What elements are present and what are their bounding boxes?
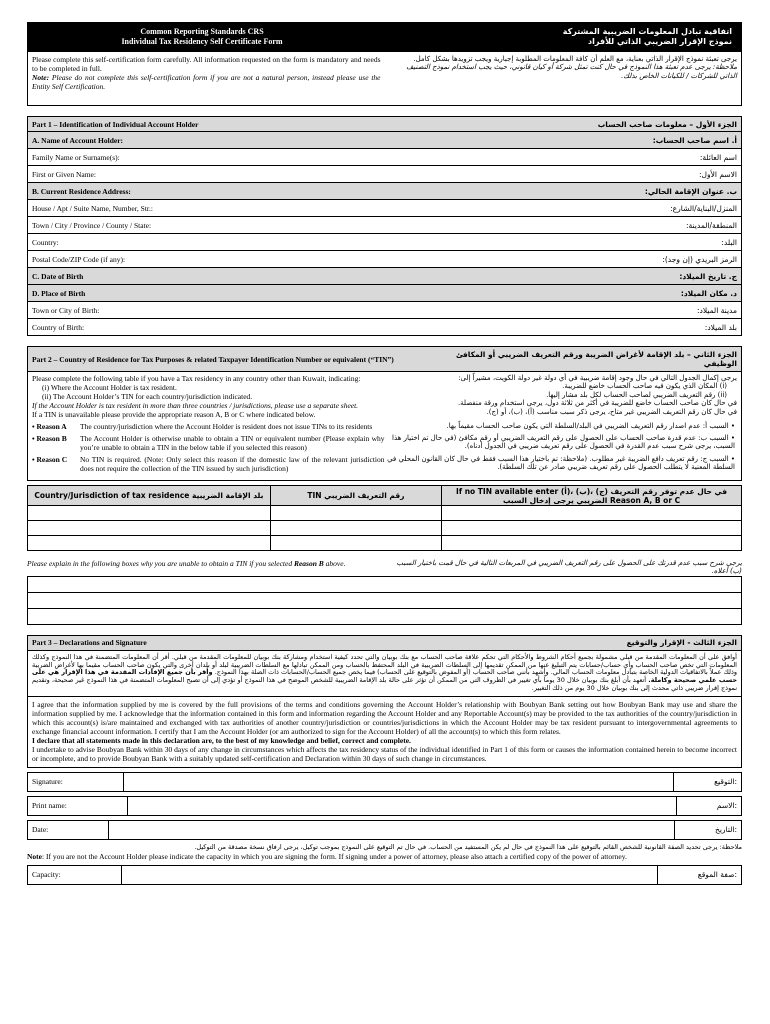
part1-field-row[interactable] (27, 217, 742, 234)
tin-reason-cell[interactable] (442, 536, 742, 551)
field-label-en: C. Date of Birth (32, 271, 84, 281)
field-label-ar: ب. عنوان الإقامة الحالي: (644, 186, 737, 196)
tin-reason-cell[interactable] (442, 506, 742, 521)
field-label-ar: البلد: (721, 237, 737, 247)
tin-col-country: Country/Jurisdiction of tax residence بلد الإقامة الضريبية (28, 486, 271, 506)
tin-country-cell[interactable] (28, 506, 271, 521)
crs-form (27, 22, 742, 885)
part2-instr-ar-2: في حال كان صاحب الحساب خاضع للضريبة في أكثر من ثلاثة دول، يرجى استخدام ورقة منفصلة. (457, 399, 737, 408)
part2-title-en: Part 2 – Country of Residence for Tax Purposes & related Taxpayer Identification Number or equivalent (“TIN”) (32, 354, 394, 364)
title-ar (563, 27, 732, 46)
signature-field[interactable] (123, 773, 674, 791)
title-ar-line-1: اتفاقية تبادل المعلومات الضريبية المشتركة (562, 27, 732, 37)
part2-instructions (27, 372, 742, 481)
form-header (27, 22, 742, 52)
explain-row (28, 576, 742, 592)
print-name-label-ar: الاسم: (716, 801, 737, 811)
declaration-ar-text: أوافق على أن المعلومات المقدمة من قبلي مشمولة بجميع أحكام الشروط والأحكام التي تحكم علاقة صاحب الحساب مع بنك بوبيان والتي تحدد كيفية استخدام ومشاركة بنك بوبيان للمعلومات المقدمة من قبلي. أقر أن المعلومات المتضمنة في هذا النموذج وكذلك المعلومات التي تخص صاحب الحساب وأي حساب/حسابات يتم التبليغ عنها من الممكن تقديمها إلى السلطات الضريبية في البلد المحتفظ بالحساب ومن الممكن تبادلها مع السلطات الضريبية لبلد أو بلدان أخرى والتي يكون صاحب الحساب مقيما بها لأغراض الضريبة وذلك عملاً بالاتفاقيات الدولية الخاصة بتبادل معلومات الحساب المالي. وأشهد بأنني صاحب الحساب (أو المفوض بالتوقيع على الحساب) فيما يخص جميع الحساب/الحسابات ذات الصلة بهذا النموذج. (32, 652, 737, 677)
reason-item (32, 455, 737, 473)
part2-instr-en-2: If the Account Holder is tax resident in more than three countries / jurisdictions, please use a separate sheet. (32, 401, 359, 410)
field-label-en: Country of Birth: (32, 322, 85, 332)
explain-row (28, 592, 742, 608)
field-label-ar: اسم العائلة: (699, 152, 737, 162)
tin-number-cell[interactable] (270, 536, 441, 551)
print-name-label-en: Print name: (32, 801, 67, 811)
capacity-field[interactable] (121, 866, 658, 884)
explain-row (28, 608, 742, 624)
capacity-label-en: Capacity: (32, 870, 61, 880)
reason-text-ar: • السبب أ: عدم اصدار رقم التعريف الضريبي في البلد/السلطة التي يكون صاحب الحساب مقيماً بها. (446, 422, 735, 430)
note-text-ar: ملاحظة: يرجى عدم تعبئة هذا النموذج في حال كنت تمثل شركة أو كيان قانوني، حيث يجب استخدام نموذج التصنيف الذاتي للشركات / للكيانات الخاص بذلك. (406, 63, 737, 80)
explain-text-en: Please explain in the following boxes why you are unable to obtain a TIN if you selected (27, 559, 294, 568)
note-text-en: Please do not complete this self-certification form if you are not a natural person, instead please use the Entity Self Certification. (32, 73, 381, 91)
explain-text-ar: يرجى شرح سبب عدم قدرتك على الحصول على رقم التعريف الضريبي في المربعات التالية في حال قمت باختيار السبب (ب) أعلاه. (396, 559, 742, 576)
capacity-row (27, 865, 742, 885)
intro-box (27, 52, 742, 106)
reason-text-en: The Account Holder is otherwise unable to obtain a TIN or equivalent number (Please explain why you’re unable to obtain a TIN in the below table if you selected this reason) (80, 434, 385, 452)
declaration-en-text-2: I undertake to advise Boubyan Bank within 30 days of any change in circumstances which affects the tax residency status of the individual identified in Part 1 of this form or causes the information contained herein to become incorrect or incomplete, and to provide Boubyan Bank with a suitably updated self-certification and Declaration within 30 days of such change in circumstances. (32, 744, 737, 763)
part1-field-row[interactable] (27, 251, 742, 268)
field-label-ar: أ. اسم صاحب الحساب: (652, 135, 737, 145)
field-label-ar: الرمز البريدي (إن وجد): (662, 254, 737, 264)
field-label-en: First or Given Name: (32, 169, 96, 179)
field-label-en: Family Name or Surname(s): (32, 152, 120, 162)
reason-label: • Reason C (32, 455, 68, 464)
part1-title (27, 116, 742, 132)
declaration-en-bold: I declare that all statements made in this declaration are, to the best of my knowledge and belief, correct and complete. (32, 735, 411, 745)
explain-header (27, 559, 742, 576)
part3-title-en: Part 3 – Declarations and Signature (32, 638, 147, 648)
signature-label-en: Signature: (32, 777, 63, 787)
field-label-ar: بلد الميلاد: (704, 322, 737, 332)
field-label-ar: الاسم الأول: (699, 169, 737, 179)
capacity-note-label: Note (27, 851, 42, 861)
intro-ar (385, 52, 742, 105)
tin-number-cell[interactable] (270, 506, 441, 521)
explain-cell[interactable] (28, 608, 742, 624)
part1-section-header (27, 183, 742, 200)
part1-field-row[interactable] (27, 234, 742, 251)
signature-row (27, 772, 742, 792)
part2-instr-en: Please complete the following table if you have a Tax residency in any country other than Kuwait, indicating: (32, 374, 361, 383)
field-label-en: Postal Code/ZIP Code (if any): (32, 254, 126, 264)
part2-instr-ar: يرجى إكمال الجدول التالي في حال وجود إقامة ضريبية في أي دولة غير دولة الكويت، مشيراً إلى: (458, 374, 737, 382)
reason-label: • Reason B (32, 434, 67, 443)
part2-title-ar: الجزء الثاني – بلد الإقامة لأغراض الضريبة ورقم التعريف الضريبي أو المكافئ الوظيفي (455, 350, 737, 368)
reason-text-ar: • السبب ب: عدم قدرة صاحب الحساب على الحصول على رقم التعريف الضريبي أو رقم مكافئ (في حال تم اختيار هذا السبب، يرجى شرح سبب عدم القدرة في الحصول على رقم تعريف ضريبي في الجدول أدناه). (392, 434, 735, 451)
part1-section-header (27, 268, 742, 285)
field-label-ar: المنطقة/المدينة: (685, 220, 737, 230)
declaration-en (27, 697, 742, 768)
part2-title (27, 346, 742, 372)
declaration-en-text: I agree that the information supplied by me is covered by the full provisions of the terms and conditions governing the Account Holder’s relationship with Boubyan Bank setting out how Boubyan Bank may use and share the information supplied by me. I acknowledge that the information contained in this form and information regarding the Account Holder and any Reportable Account(s) may be provided to the tax authorities of the country/jurisdiction in which this account(s) is/are maintained and exchanged with tax authorities of another country/jurisdiction or countries/jurisdictions in which the Account Holder may be tax resident pursuant to intergovernmental agreements to exchange financial account information. I certify that I am the Account Holder (or am authorized to sign for the Account Holder) of all the account(s) to which this form relates. (32, 699, 737, 736)
reason-text-ar: • السبب ج: رقم تعريف دافع الضريبة غير مطلوب. (ملاحظة: تم باختيار هذا السبب فقط في حال كان القانون المحلي في السلطة المعنية لا يتطلب الحصول على رقم تعريف ضريبي صادر عن تلك السلطة). (387, 455, 735, 472)
title-ar-line-2: نموذج الإقرار الضريبي الذاتي للأفراد (588, 37, 732, 46)
tin-reason-cell[interactable] (442, 521, 742, 536)
capacity-note-text: : If you are not the Account Holder please indicate the capacity in which you are signing the form. If signing under a power of attorney, please also attach a certified copy of the power of attorney. (42, 851, 627, 861)
part1-field-row[interactable] (27, 166, 742, 183)
tin-table-row (28, 521, 742, 536)
title-en-line-1: Common Reporting Standards CRS (140, 27, 264, 37)
part1-title-en: Part 1 – Identification of Individual Account Holder (32, 119, 199, 129)
part1-section-header (27, 285, 742, 302)
reason-label: • Reason A (32, 422, 67, 431)
part1-fields (27, 132, 742, 336)
capacity-note-en (27, 852, 742, 861)
part2-instr-en-3: If a TIN is unavailable please provide the appropriate reason A, B or C where indicated below. (32, 410, 316, 419)
tin-col-tin: TIN رقم التعريف الضريبي (270, 486, 441, 506)
title-en (37, 27, 367, 46)
intro-en (28, 52, 385, 105)
explain-cell[interactable] (28, 576, 742, 592)
field-label-en: Town or City of Birth: (32, 305, 100, 315)
part1-section-header (27, 132, 742, 149)
print-name-row (27, 796, 742, 816)
date-label-en: Date: (32, 825, 49, 835)
declaration-ar-text-2: أتعهد بأن أبلغ بنك بوبيان خلال 30 يوماً بأي تغيير في الظروف التي من الممكن أن تؤثر على حالة بلد الإقامة الضريبية للشخص الموضح في هذا النموذج أو تؤدي إلى أن تصبح المعلومات المتضمنة في هذا النموذج غير صحيحة، وتقديم نموذج إقرار ضريبي ذاتي محدث إلى بنك بوبيان خلال 30 يوم من ذلك التغيير. (32, 676, 737, 692)
part2-instr-en-ii: (ii) The Account Holder’s TIN for each country/jurisdiction indicated. (42, 392, 253, 401)
explain-text-en-2: above. (323, 559, 346, 568)
date-field[interactable] (108, 821, 675, 839)
intro-text-ar: يرجى تعبئة نموذج الإقرار الذاتي بعناية، مع العلم أن كافة المعلومات المطلوبة إجبارية ويجب تزويدها بشكل كامل. (413, 55, 737, 63)
tin-table-row (28, 536, 742, 551)
part3-title (27, 635, 742, 651)
part3-title-ar: الجزء الثالث - الإقرار والتوقيع (626, 638, 737, 648)
date-label-ar: التاريخ: (715, 825, 737, 835)
field-label-ar: د. مكان الميلاد: (680, 288, 737, 298)
explain-table (27, 576, 742, 625)
field-label-en: Country: (32, 237, 59, 247)
tin-table-row (28, 506, 742, 521)
part2-instr-ar-ii: (ii) رقم التعريف الضريبي لصاحب الحساب لكل بلد مشار إليها. (546, 390, 727, 399)
reason-item (32, 434, 737, 452)
tin-country-cell[interactable] (28, 536, 271, 551)
reason-text-en: No TIN is required. (Note: Only select this reason if the domestic law of the relevant jurisdiction does not require the collection of the TIN issued by such jurisdiction) (80, 455, 385, 473)
tin-table (27, 485, 742, 551)
capacity-note-ar: ملاحظة: يرجى تحديد الصفة القانونية للشخص القائم بالتوقيع على هذا النموذج في حال لم يكن المستفيد من الحساب. في حال تم التوقيع على النموذج بموجب توكيل، يرجى ارفاق نسخة مصدقة من التوكيل. (194, 842, 742, 851)
part2-instr-ar-i: (i) المكان الذي يكون فيه صاحب الحساب خاضع للضريبة. (562, 382, 727, 391)
field-label-en: D. Place of Birth (32, 288, 86, 298)
field-label-en: House / Apt / Suite Name, Number, Str.: (32, 203, 153, 213)
part2-instr-ar-3: في حال كان رقم التعريف الضريبي غير متاح، يرجى ذكر سبب مناسب (أ)، (ب)، أو (ج). (486, 407, 737, 416)
field-label-ar: المنزل/البناية/الشارع: (670, 203, 737, 213)
part1-field-row[interactable] (27, 319, 742, 336)
signature-label-ar: التوقيع: (714, 777, 737, 787)
capacity-label-ar: صفة الموقع: (697, 870, 737, 880)
field-label-en: Town / City / Province / County / State: (32, 220, 152, 230)
field-label-ar: مدينة الميلاد: (696, 305, 737, 315)
explain-cell[interactable] (28, 592, 742, 608)
part1-field-row[interactable] (27, 302, 742, 319)
reasons-list (32, 422, 737, 473)
tin-country-cell[interactable] (28, 521, 271, 536)
tin-col-reason: If no TIN available enter (أ)، (ب)، (ج) في حال عدم توفر رقم التعريف الضريبي يرجى إدخال السبب Reason A, B or C (442, 486, 742, 506)
declaration-ar (27, 651, 742, 697)
part1-field-row[interactable] (27, 149, 742, 166)
declaration-ar-bold: وأقر بأن جميع الإفادات المقدمة في هذا الإقرار هي على حسب علمي صحيحة وكاملة. (32, 668, 737, 685)
field-label-en: A. Name of Account Holder: (32, 135, 124, 145)
field-label-ar: ج. تاريخ الميلاد: (679, 271, 737, 281)
title-en-line-2: Individual Tax Residency Self Certificate Form (121, 37, 283, 46)
print-name-field[interactable] (127, 797, 677, 815)
explain-reason-b: Reason B (293, 559, 324, 568)
intro-text-en: Please complete this self-certification form carefully. All information requested on the form is mandatory and needs to be completed in full. (32, 55, 381, 73)
reason-text-en: The country/jurisdiction where the Account Holder is resident does not issue TINs to its residents (80, 422, 373, 431)
tin-number-cell[interactable] (270, 521, 441, 536)
part1-field-row[interactable] (27, 200, 742, 217)
part1-title-ar: الجزء الأول – معلومات صاحب الحساب (597, 119, 737, 129)
reason-item (32, 422, 737, 431)
note-label: Note: (32, 73, 50, 82)
field-label-en: B. Current Residence Address: (32, 186, 131, 196)
date-row (27, 820, 742, 840)
part2-instr-en-i: (i) Where the Account Holder is tax resident. (42, 383, 177, 392)
